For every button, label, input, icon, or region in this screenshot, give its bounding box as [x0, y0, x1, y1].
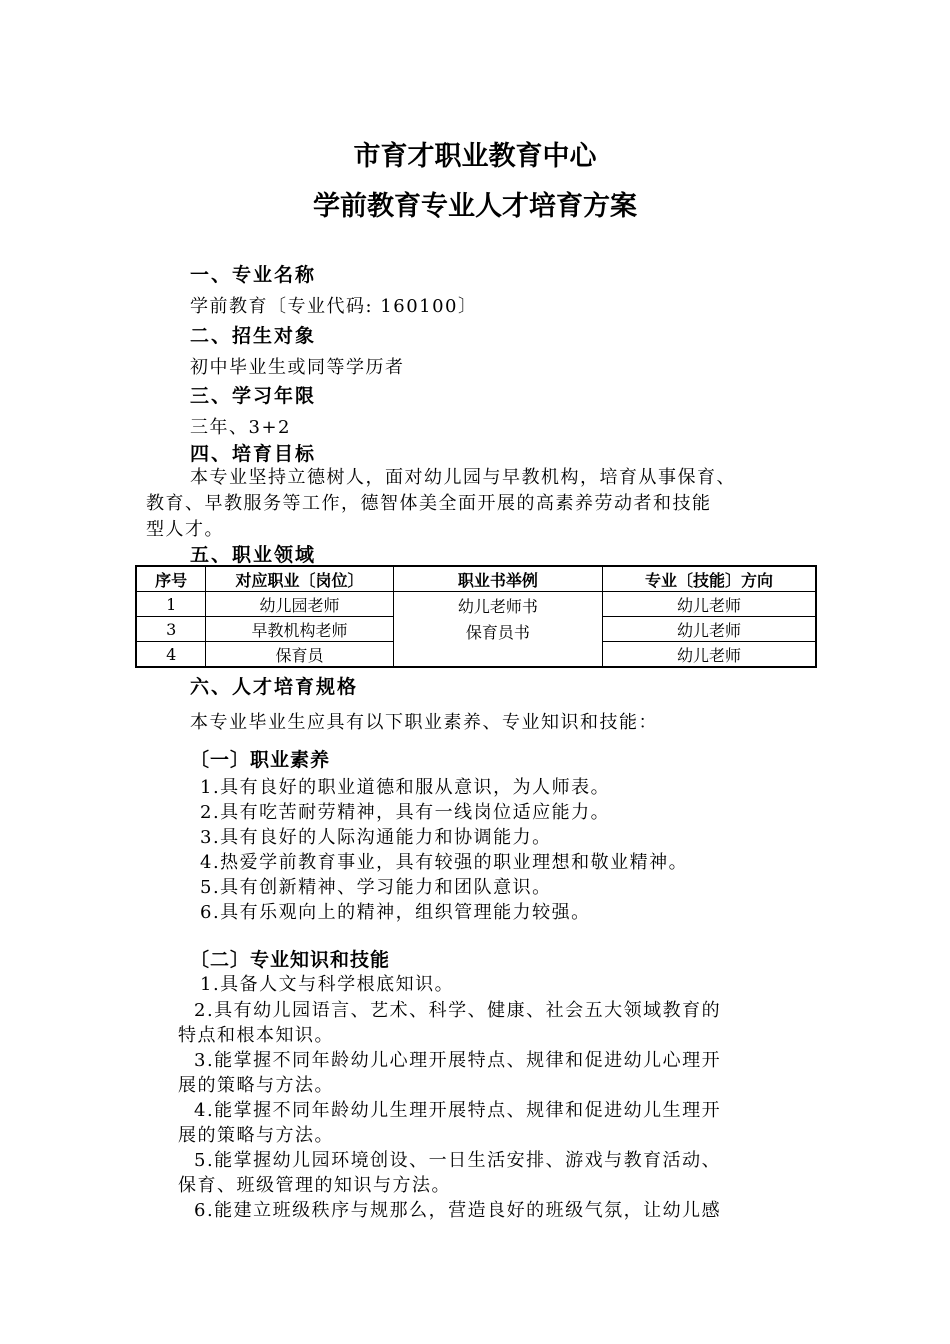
table-header-cell: 专业〔技能〕方向	[603, 566, 816, 592]
skill-direction: 幼儿老师	[603, 642, 816, 668]
certificate-item: 保育员书	[465, 623, 530, 642]
enrollment-text: 初中毕业生或同等学历者	[190, 357, 405, 378]
list-item: 2.具有幼儿园语言、艺术、科学、健康、社会五大领域教育的	[194, 1000, 722, 1021]
document-subtitle: 学前教育专业人才培育方案	[313, 191, 637, 222]
row-number: 3	[136, 617, 206, 642]
list-item: 5.能掌握幼儿园环境创设、一日生活安排、游戏与教育活动、	[194, 1150, 722, 1171]
table-header-row	[136, 566, 816, 592]
job-title: 保育员	[206, 642, 393, 668]
major-name-text: 学前教育〔专业代码: 160100〕	[190, 296, 478, 317]
list-item: 6.具有乐观向上的精神，组织管理能力较强。	[200, 902, 591, 923]
list-item-continuation: 展的策略与方法。	[178, 1075, 334, 1096]
section-heading-career-field: 五、职业领域	[190, 544, 317, 566]
list-item: 3.能掌握不同年龄幼儿心理开展特点、规律和促进幼儿心理开	[194, 1050, 722, 1071]
row-number: 1	[136, 592, 206, 617]
list-item: 1.具备人文与科学根底知识。	[200, 974, 455, 995]
career-field-table	[135, 565, 817, 668]
row-number: 4	[136, 642, 206, 668]
goal-line: 本专业坚持立德树人，面对幼儿园与早教机构，培育从事保育、	[190, 467, 736, 488]
subsection-heading-professional-quality: 〔一〕职业素养	[190, 749, 331, 771]
section-heading-goal: 四、培育目标	[190, 443, 317, 465]
goal-line: 教育、早教服务等工作，德智体美全面开展的高素养劳动者和技能	[146, 493, 712, 514]
skill-direction: 幼儿老师	[603, 617, 816, 642]
table-row	[136, 592, 816, 617]
list-item: 5.具有创新精神、学习能力和团队意识。	[200, 877, 552, 898]
job-title: 早教机构老师	[206, 617, 393, 642]
document-title: 市育才职业教育中心	[353, 141, 597, 172]
list-item-continuation: 保育、班级管理的知识与方法。	[178, 1175, 451, 1196]
list-item-continuation: 特点和根本知识。	[178, 1025, 334, 1046]
certificate-item: 幼儿老师书	[457, 597, 538, 616]
list-item: 4.热爱学前教育事业，具有较强的职业理想和敬业精神。	[200, 852, 689, 873]
section-heading-specification: 六、人才培育规格	[190, 676, 359, 698]
skill-direction: 幼儿老师	[603, 592, 816, 617]
list-item: 6.能建立班级秩序与规那么，营造良好的班级气氛，让幼儿感	[194, 1200, 722, 1221]
list-item: 4.能掌握不同年龄幼儿生理开展特点、规律和促进幼儿生理开	[194, 1100, 722, 1121]
list-item: 3.具有良好的人际沟通能力和协调能力。	[200, 827, 552, 848]
table-header-cell: 序号	[136, 566, 206, 592]
list-item: 2.具有吃苦耐劳精神，具有一线岗位适应能力。	[200, 802, 611, 823]
duration-text: 三年、3+2	[190, 417, 291, 438]
specification-intro: 本专业毕业生应具有以下职业素养、专业知识和技能：	[190, 712, 658, 733]
table-header-cell: 对应职业〔岗位〕	[206, 566, 393, 592]
section-heading-duration: 三、学习年限	[190, 385, 317, 407]
certificate-examples	[393, 592, 602, 668]
table-header-cell: 职业书举例	[393, 566, 602, 592]
section-heading-enrollment: 二、招生对象	[190, 325, 317, 347]
list-item: 1.具有良好的职业道德和服从意识，为人师表。	[200, 777, 611, 798]
goal-line: 型人才。	[146, 519, 224, 540]
subsection-heading-knowledge-skills: 〔二〕专业知识和技能	[190, 949, 391, 971]
list-item-continuation: 展的策略与方法。	[178, 1125, 334, 1146]
job-title: 幼儿园老师	[206, 592, 393, 617]
section-heading-major-name: 一、专业名称	[190, 264, 317, 286]
